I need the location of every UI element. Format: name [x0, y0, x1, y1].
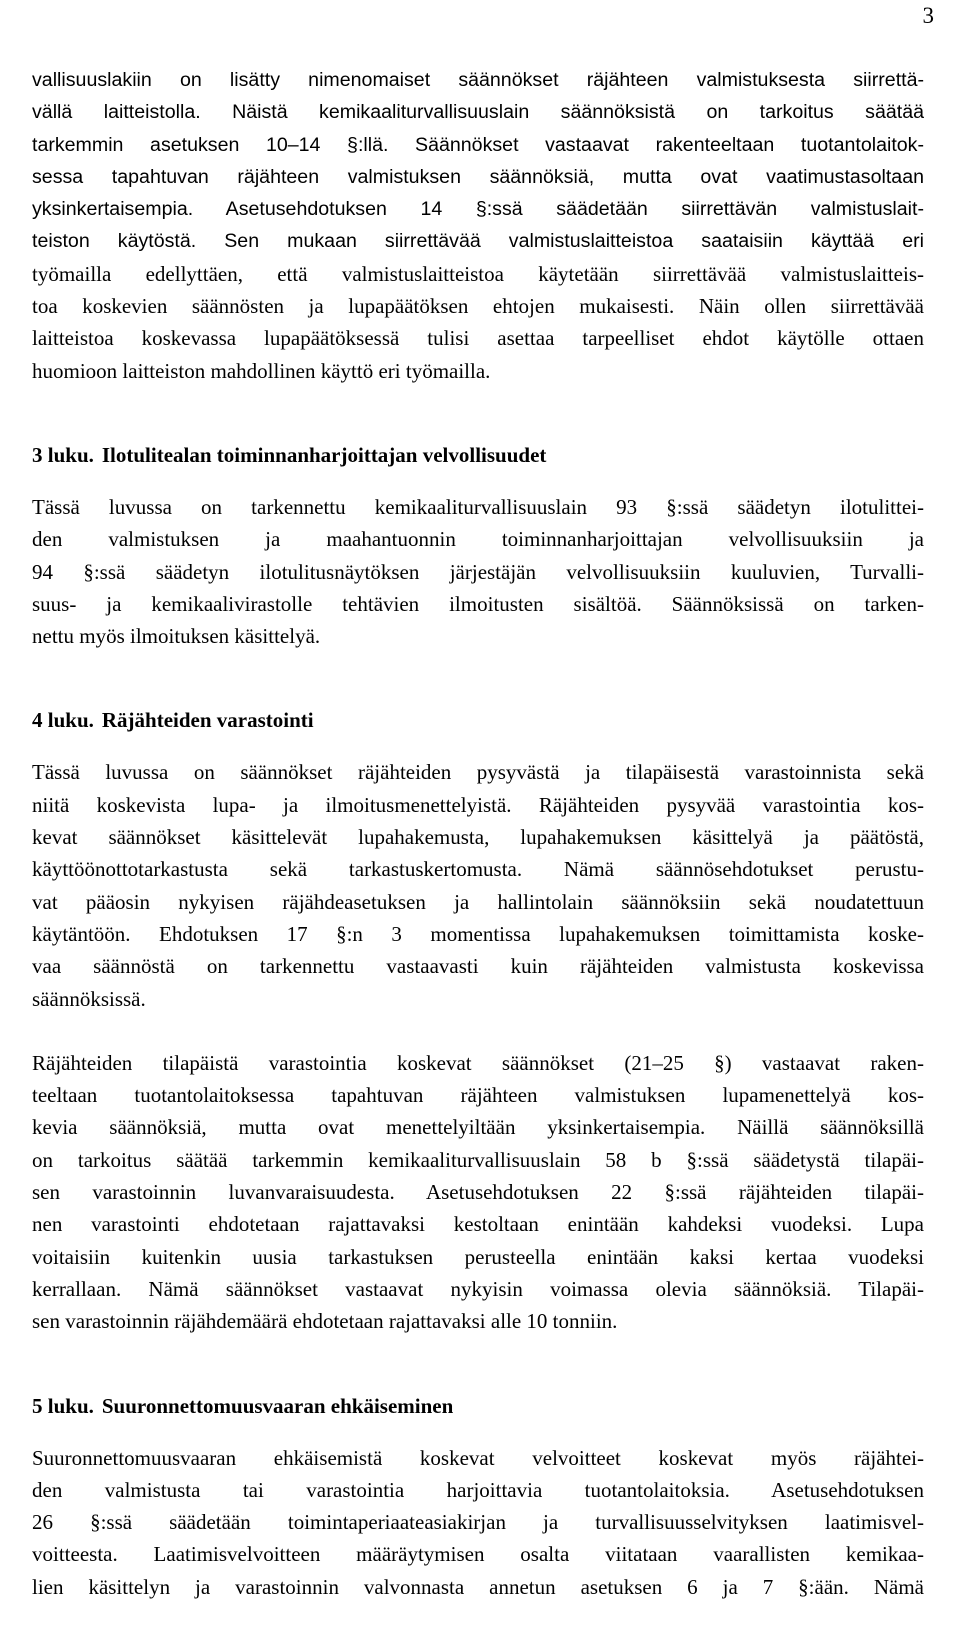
paragraph	[32, 756, 924, 1014]
text-line: huomioon laitteiston mahdollinen käyttö eri työmailla.	[32, 358, 491, 383]
text-line: kerrallaan. Nämä säännökset vastaavat nykyisin voimassa olevia säännöksiä. Tilapäi-	[32, 1276, 924, 1301]
text-line: teeltaan tuotantolaitoksessa tapahtuvan räjähteen valmistuksen lupamenettelyä kos-	[32, 1083, 924, 1108]
paragraph	[32, 491, 924, 652]
text-line: sen varastoinnin luvanvaraisuudesta. Asetusehdotuksen 22 §:ssä räjähteiden tilapäi-	[32, 1180, 924, 1205]
text-line: vallisuuslakiin on lisätty nimenomaiset säännökset räjähteen valmistuksesta siirrettä-	[32, 69, 924, 91]
text-line: vaa säännöstä on tarkennettu vastaavasti kuin räjähteiden valmistusta koskevissa	[32, 954, 924, 979]
section-3	[32, 439, 924, 652]
section-heading	[32, 704, 924, 736]
section-heading	[32, 1390, 924, 1422]
text-line: lien käsittelyn ja varastoinnin valvonnasta annetun asetuksen 6 ja 7 §:ään. Nämä	[32, 1574, 924, 1599]
section-title: Ilotulitealan toiminnanharjoittajan velvollisuudet	[101, 442, 547, 467]
section-number: 4 luku.	[32, 708, 94, 733]
text-line: 26 §:ssä säädetään toimintaperiaateasiakirjan ja turvallisuusselvityksen laatimisvel-	[32, 1510, 924, 1535]
text-line: vällä laitteistolla. Näistä kemikaaliturvallisuuslain säännöksistä on tarkoitus säätää	[32, 101, 924, 124]
text-line: toa koskevien säännösten ja lupapäätöksen ehtojen mukaisesti. Näin ollen siirrettävää	[32, 294, 924, 319]
text-line: voitaisiin kuitenkin uusia tarkastuksen perusteella enintään kaksi kertaa vuodeksi	[32, 1244, 924, 1269]
text-line: Tässä luvussa on tarkennettu kemikaaliturvallisuuslain 93 §:ssä säädetyn ilotulittei-	[32, 494, 924, 519]
text-line: sen varastoinnin räjähdemäärä ehdotetaan rajattavaksi alle 10 tonniin.	[32, 1309, 618, 1334]
section-number: 3 luku.	[32, 442, 94, 467]
text-line: nettu myös ilmoituksen käsittelyä.	[32, 624, 321, 649]
section-title: Suuronnettomuusvaaran ehkäiseminen	[101, 1393, 454, 1418]
text-line: Räjähteiden tilapäistä varastointia koskevat säännökset (21–25 §) vastaavat raken-	[32, 1050, 924, 1075]
document-body	[32, 64, 924, 1603]
text-line: Suuronnettomuusvaaran ehkäisemistä koskevat velvoitteet koskevat myös räjähtei-	[32, 1445, 924, 1470]
intro-paragraph	[32, 64, 924, 387]
text-line: kevat säännökset käsittelevät lupahakemusta, lupahakemuksen käsittelyä ja päätöstä,	[32, 825, 924, 850]
paragraph	[32, 1442, 924, 1603]
section-heading	[32, 439, 924, 471]
section-5	[32, 1390, 924, 1603]
section-4	[32, 704, 924, 1337]
text-line: säännöksissä.	[32, 986, 146, 1011]
page-number: 3	[922, 3, 934, 28]
text-line: Tässä luvussa on säännökset räjähteiden pysyvästä ja tilapäisestä varastoinnista sekä	[32, 760, 924, 785]
section-title: Räjähteiden varastointi	[101, 708, 314, 733]
text-line: nen varastointi ehdotetaan rajattavaksi kestoltaan enintään kahdeksi vuodeksi. Lupa	[32, 1212, 924, 1237]
text-line: sessa tapahtuvan räjähteen valmistuksen säännöksiä, mutta ovat vaatimustasoltaan	[32, 165, 924, 188]
text-line: yksinkertaisempia. Asetusehdotuksen 14 §:ssä säädetään siirrettävän valmistuslait-	[32, 198, 924, 221]
text-line: vat pääosin nykyisen räjähdeasetuksen ja hallintolain säännöksiin sekä noudatettuun	[32, 889, 924, 914]
text-line: suus- ja kemikaalivirastolle tehtävien ilmoitusten sisältöä. Säännöksissä on tarken-	[32, 591, 924, 616]
section-number: 5 luku.	[32, 1393, 94, 1418]
text-line: käytäntöön. Ehdotuksen 17 §:n 3 momentissa lupahakemuksen toimittamista koske-	[32, 921, 924, 946]
text-line: 94 §:ssä säädetyn ilotulitusnäytöksen järjestäjän velvollisuuksiin kuuluvien, Turvalli-	[32, 559, 924, 584]
text-line: den valmistusta tai varastointia harjoittavia tuotantolaitoksia. Asetusehdotuksen	[32, 1477, 924, 1502]
text-line: kevia säännöksiä, mutta ovat menettelyiltään yksinkertaisempia. Näillä säännöksillä	[32, 1115, 924, 1140]
paragraph	[32, 1047, 924, 1338]
text-line: tarkemmin asetuksen 10–14 §:llä. Säännökset vastaavat rakenteeltaan tuotantolaitok-	[32, 133, 924, 156]
text-line: työmailla edellyttäen, että valmistuslaitteistoa käytetään siirrettävää valmistuslaitteis-	[32, 261, 924, 286]
text-line: voitteesta. Laatimisvelvoitteen määräytymisen osalta viitataan vaarallisten kemikaa-	[32, 1542, 924, 1567]
text-line: teiston käytöstä. Sen mukaan siirrettävää valmistuslaitteistoa saataisiin käyttää eri	[32, 230, 924, 253]
text-line: laitteistoa koskevassa lupapäätöksessä tulisi asettaa tarpeelliset ehdot käytölle ottaen	[32, 326, 924, 351]
text-line: on tarkoitus säätää tarkemmin kemikaaliturvallisuuslain 58 b §:ssä säädetystä tilapäi-	[32, 1147, 924, 1172]
text-line: den valmistuksen ja maahantuonnin toiminnanharjoittajan velvollisuuksiin ja	[32, 527, 924, 552]
text-line: niitä koskevista lupa- ja ilmoitusmenettelyistä. Räjähteiden pysyvää varastointia kos-	[32, 792, 924, 817]
text-line: käyttöönottotarkastusta sekä tarkastuskertomusta. Nämä säännösehdotukset perustu-	[32, 857, 924, 882]
